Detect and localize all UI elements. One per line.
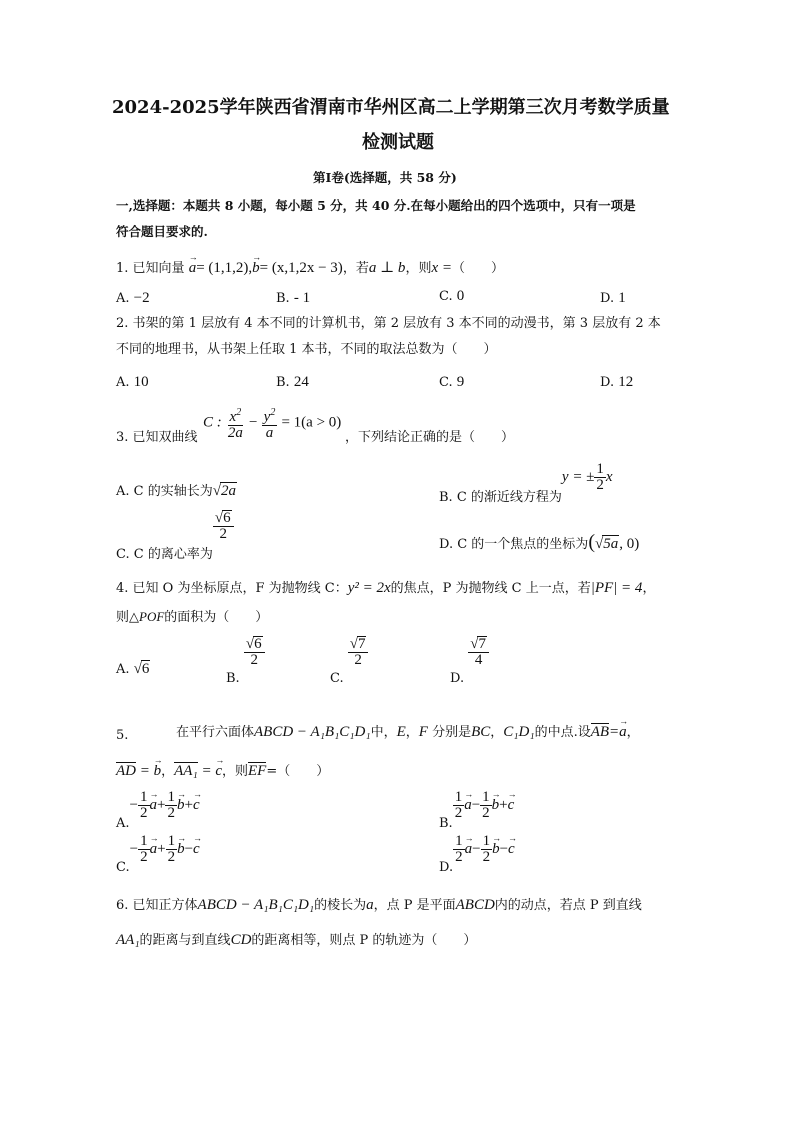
question-4-line2: 则△POF的面积为（ ） — [116, 609, 269, 625]
page-title: 2024-2025学年陕西省渭南市华州区高二上学期第三次月考数学质量 — [112, 97, 670, 118]
question-4: 4. 已知 O 为坐标原点，F 为抛物线 C：y² = 2x的焦点，P 为抛物线 C 上一点，若|PF| = 4， — [116, 580, 656, 596]
q4-option-d: D. $\frac{√7}{4}$ — [450, 636, 489, 668]
question-6-line2: AA₁的距离与到直线CD的距离相等，则点 P 的轨迹为（ ） — [116, 932, 477, 948]
q5-option-a: A.− $\frac{1}{2}$ → a+ $\frac{1}{2}$ → b+→ c — [116, 790, 200, 821]
question-1: 1. 已知向量 → a= (1,1,2),→ b= (x,1,2x − 3)，若a ⊥ b，则x =（ ） — [116, 260, 504, 277]
q1-perp: a ⊥ b — [368, 260, 406, 276]
q4-option-b: B. $\frac{√6}{2}$ — [226, 636, 265, 668]
question-6: 6. 已知正方体ABCD − A₁B₁C₁D₁的棱长为a，点 P 是平面ABCD内的动点，若点 P 到直线 — [116, 897, 642, 913]
q3-option-b: B. C 的渐近线方程为y = ± $\frac{1}{2}$ x — [439, 461, 613, 505]
q1-prefix: 1. 已知向量 — [116, 261, 185, 276]
q1-option-c: C. 0 — [439, 288, 465, 304]
q2-option-b: B. 24 — [276, 374, 309, 390]
q3-suffix: ，下列结论正确的是（ ） — [345, 430, 515, 445]
q1-option-b: B. ‐ 1 — [276, 290, 311, 306]
q3-option-c: C. C 的离心率为 $\frac{√6}{2}$ — [116, 510, 234, 542]
q1-x: x = — [431, 260, 452, 276]
q5-option-c: C.− $\frac{1}{2}$ → a+ $\frac{1}{2}$ → b−→ c — [116, 834, 200, 865]
q3-equation: C : $\frac{x^2}{2a}$ − $\frac{y^2}{a}$ = 1(a > 0) — [203, 407, 342, 441]
q1-option-a: A. −2 — [116, 290, 150, 306]
q2-option-a: A. 10 — [116, 374, 149, 390]
volume-heading: 第Ⅰ卷(选择题，共 58 分) — [313, 170, 457, 185]
q4-option-a: A. √6 — [116, 661, 150, 677]
section-heading-line2: 符合题目要求的. — [116, 224, 208, 239]
q5-number: 5. — [116, 728, 129, 743]
q2-option-c: C. 9 — [439, 374, 465, 390]
section-heading: 一,选择题：本题共 8 小题，每小题 5 分，共 40 分.在每小题给出的四个选项中，只有一项是 — [116, 198, 636, 213]
q3-option-a: A. C 的实轴长为√2a — [116, 483, 236, 499]
q4-option-c: C. $\frac{√7}{2}$ — [330, 636, 368, 668]
q1-blank: （ ） — [451, 261, 504, 276]
q5-option-d: D. $\frac{1}{2}$ → a− $\frac{1}{2}$ → b−→ c — [439, 834, 515, 865]
q1-vec-b: = (x,1,2x − 3) — [259, 260, 343, 276]
q2-option-d: D. 12 — [600, 374, 634, 390]
question-5: 在平行六面体ABCD − A₁B₁C₁D₁中，E，F 分别是BC，C₁D₁的中点.设AB=→ a， — [176, 724, 640, 741]
q3-prefix: 3. 已知双曲线 — [116, 430, 198, 445]
q1-option-d: D. 1 — [600, 290, 626, 306]
page-title-line2: 检测试题 — [362, 132, 434, 153]
q3-option-d: D. C 的一个焦点的坐标为(√5a, 0) — [439, 531, 640, 553]
question-5-line2: AD = → b，AA₁ = → c，则EF=（ ） — [116, 763, 329, 780]
question-2-line2: 不同的地理书，从书架上任取 1 本书，不同的取法总数为（ ） — [116, 342, 497, 357]
q1-cond: ，若 — [342, 261, 369, 276]
q1-ask: ，则 — [405, 261, 432, 276]
question-2: 2. 书架的第 1 层放有 4 本不同的计算机书，第 2 层放有 3 本不同的动漫书，第 3 层放有 2 本 — [116, 316, 661, 331]
q1-vec-a: = (1,1,2), — [196, 260, 253, 276]
q5-option-b: B. $\frac{1}{2}$ → a− $\frac{1}{2}$ → b+→ c — [439, 790, 514, 821]
